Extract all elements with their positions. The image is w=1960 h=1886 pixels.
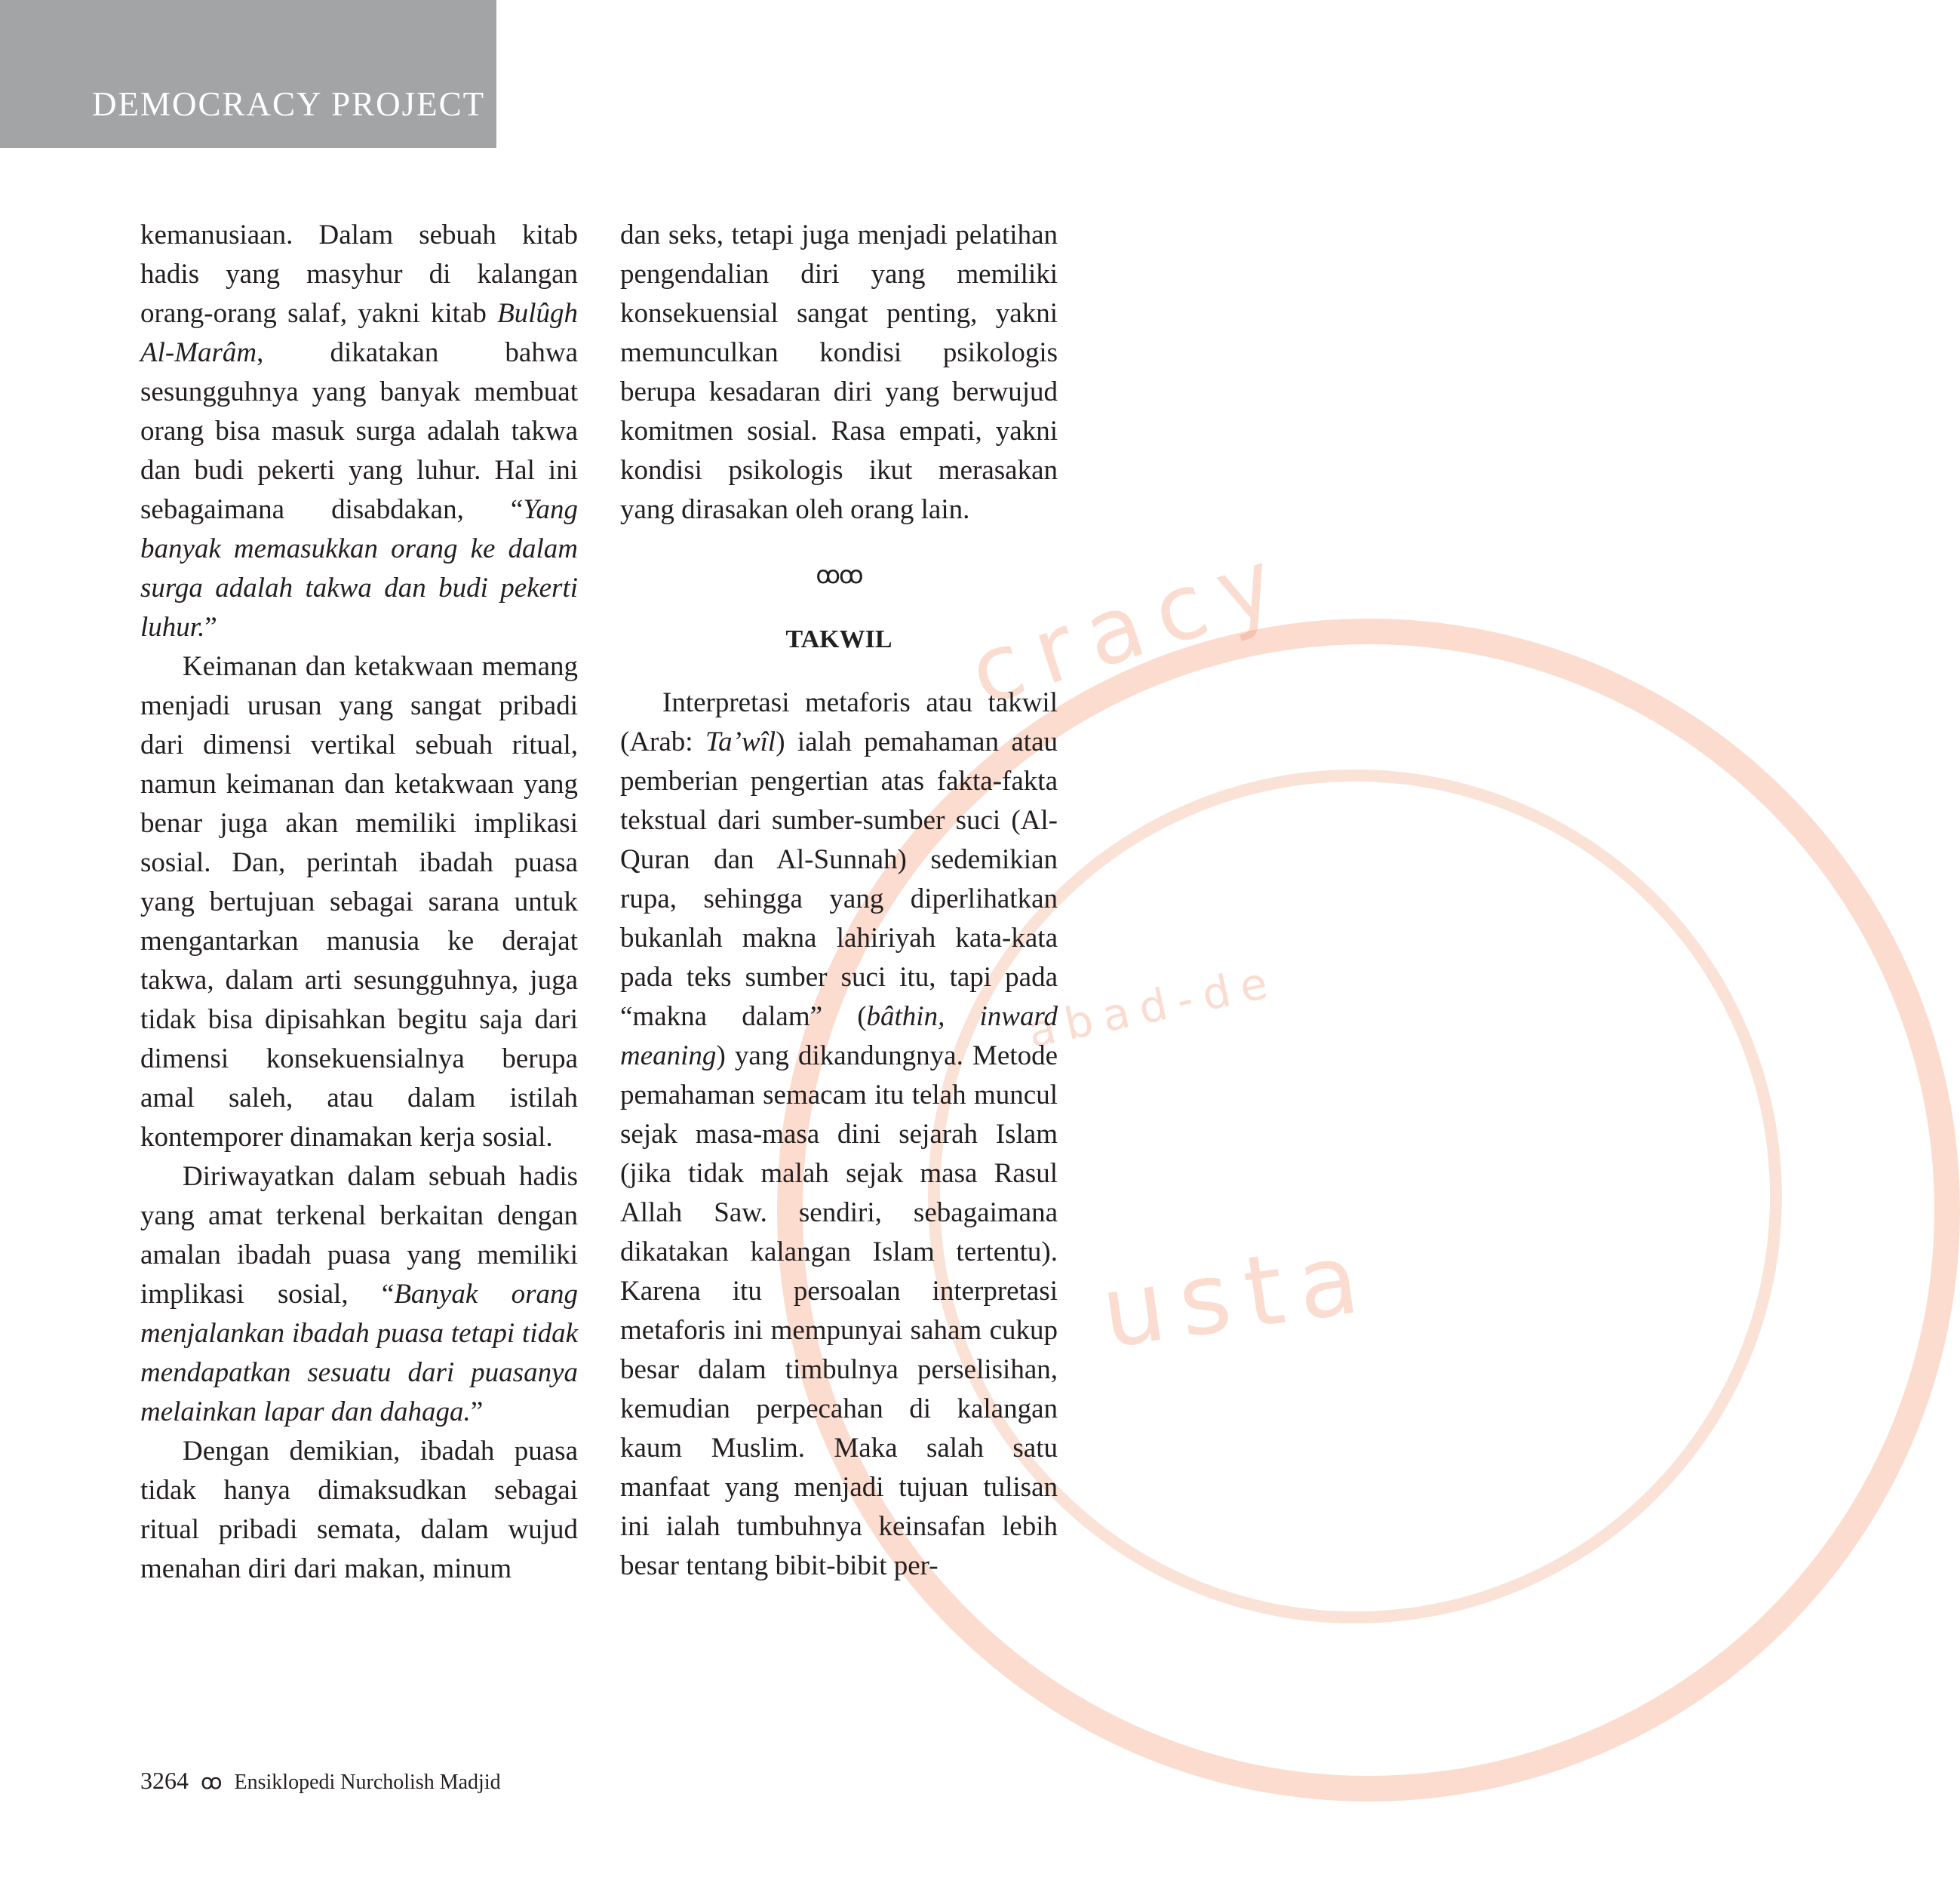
arabic-term-italic: Ta’wîl: [705, 726, 776, 757]
paragraph: dan seks, tetapi juga menjadi pelatihan pengendalian diri yang memiliki konsekuensial sangat penting, yakni memunculkan kondisi psikologis berupa kesadaran diri yang berwujud komitmen sosial. Rasa empati, yakni kondisi psikologis ikut merasakan yang dirasakan oleh orang lain.: [620, 220, 1058, 525]
watermark-text-middle: abad-de: [1023, 954, 1283, 1058]
hadith-quote-italic: Banyak orang menjalankan ibadah puasa tetapi tidak mendapatkan sesuatu dari puasanya melainkan lapar dan dahaga.: [140, 1279, 578, 1427]
term-italic: bâthin, inward meaning: [620, 1001, 1058, 1071]
running-header: DEMOCRACY PROJECT: [92, 85, 486, 123]
hadith-quote-italic: Yang banyak memasukkan orang ke dalam surga adalah takwa dan budi pekerti luhur.: [140, 494, 578, 643]
page-footer: [140, 1767, 501, 1795]
paragraph: Dengan demikian, ibadah puasa tidak hanya dimaksudkan sebagai ritual pribadi semata, dalam wujud menahan diri dari makan, minum: [140, 1436, 578, 1584]
paragraph: [140, 1157, 578, 1432]
text-run: Diriwayatkan dalam sebuah hadis yang amat terkenal berkaitan dengan amalan ibadah puasa yang memiliki implikasi sosial, “: [140, 1161, 578, 1310]
paragraph: Keimanan dan ketakwaan memang menjadi urusan yang sangat pribadi dari dimensi vertikal sebuah ritual, namun keimanan dan ketakwaan yang benar juga akan memiliki implikasi sosial. Dan, perintah ibadah puasa yang bertujuan sebagai sarana untuk mengantarkan manusia ke derajat takwa, dalam arti sesungguhnya, juga tidak bisa dipisahkan begitu saja dari dimensi konsekuensialnya berupa amal saleh, atau dalam istilah kontemporer dinamakan kerja sosial.: [140, 651, 578, 1153]
text-run: ”: [204, 612, 217, 643]
text-run: ”: [470, 1396, 484, 1427]
right-column: [620, 216, 1058, 1586]
paragraph: [140, 216, 578, 647]
ornament-divider-icon: ꝏꝏ: [816, 561, 862, 589]
watermark-text-top: cracy: [957, 525, 1303, 726]
left-column: [140, 216, 578, 1589]
text-run: kemanusiaan. Dalam sebuah kitab hadis yang masyhur di kalangan orang-orang salaf, yakni kitab: [140, 220, 578, 329]
text-run: , dikatakan bahwa sesungguhnya yang banyak membuat orang bisa masuk surga adalah takwa dan budi pekerti yang luhur. Hal ini sebagaimana disabdakan, “: [140, 337, 578, 525]
text-run: ) yang dikandungnya. Metode pemahaman semacam itu telah muncul sejak masa-masa dini sejarah Islam (jika tidak malah sejak masa Rasul Allah Saw. sendiri, sebagaimana dikatakan kalangan Islam tertentu). Karena itu persoalan interpretasi metaforis ini mempunyai saham cukup besar dalam timbulnya perselisihan, kemudian perpecahan di kalangan kaum Muslim. Maka salah satu manfaat yang menjadi tujuan tulisan ini ialah tumbuhnya keinsafan lebih besar tentang bibit-bibit per-: [620, 1040, 1058, 1581]
text-run: ) ialah pemahaman atau pemberian pengertian atas fakta-fakta tekstual dari sumber-sumber suci (Al-Quran dan Al-Sunnah) sedemikian rupa, sehingga yang diperlihatkan bukanlah makna lahiriyah kata-kata pada teks sumber suci itu, tapi pada “makna dalam” (: [620, 726, 1058, 1032]
paragraph: [620, 683, 1058, 1586]
header-band: [0, 0, 496, 148]
page-number: 3264: [140, 1767, 189, 1794]
watermark-text-bottom: usta: [1095, 1218, 1381, 1371]
book-title-italic: Bulûgh Al-Marâm: [140, 298, 578, 368]
section-heading: TAKWIL: [785, 625, 892, 653]
book-title: Ensiklopedi Nurcholish Madjid: [234, 1771, 501, 1794]
ornament-separator-icon: ꝏ: [201, 1769, 223, 1794]
text-run: Interpretasi metaforis atau takwil (Arab:: [620, 687, 1058, 757]
